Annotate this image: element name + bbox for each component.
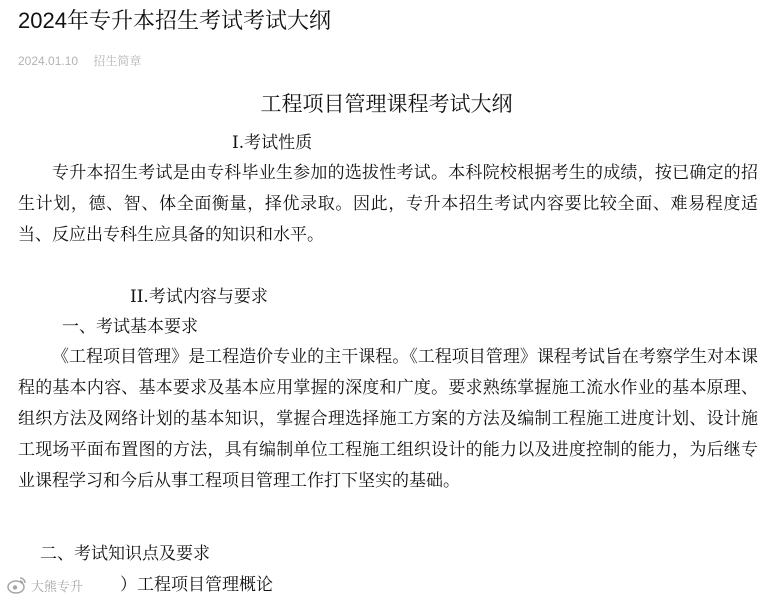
document-heading: 工程项目管理课程考试大纲 — [260, 92, 513, 116]
publish-date: 2024.01.10 — [18, 54, 79, 68]
subsection-1-heading: 一、考试基本要求 — [62, 317, 198, 337]
watermark-text: 大熊专升 — [31, 578, 84, 594]
article-meta — [18, 52, 141, 69]
subsection-2-heading: 二、考试知识点及要求 — [40, 544, 210, 564]
section-2-heading: II.考试内容与要求 — [130, 287, 268, 307]
section-1-heading: I.考试性质 — [232, 133, 313, 153]
item-1-heading: ）工程项目管理概论 — [120, 575, 273, 595]
watermark — [6, 574, 83, 596]
weibo-logo-icon — [6, 574, 28, 596]
article-title: 2024年专升本招生考试考试大纲 — [18, 8, 331, 33]
section-1-paragraph: 专升本招生考试是由专科毕业生参加的选拔性考试。本科院校根据考生的成绩，按已确定的招生计划，德、智、体全面衡量，择优录取。因此，专升本招生考试内容要比较全面、难易程度适当、反应出专科生应具备的知识和水平。 — [18, 163, 758, 245]
category-link[interactable]: 招生简章 — [93, 54, 142, 68]
subsection-1-paragraph: 《工程项目管理》是工程造价专业的主干课程。《工程项目管理》课程考试旨在考察学生对本课程的基本内容、基本要求及基本应用掌握的深度和广度。要求熟练掌握施工流水作业的基本原理、组织方法及网络计划的基本知识，掌握合理选择施工方案的方法及编制工程施工进度计划、设计施工现场平面布置图的方法，具有编制单位工程施工组织设计的能力以及进度控制的能力，为后继专业课程学习和今后从事工程项目管理工作打下坚实的基础。 — [18, 347, 758, 491]
